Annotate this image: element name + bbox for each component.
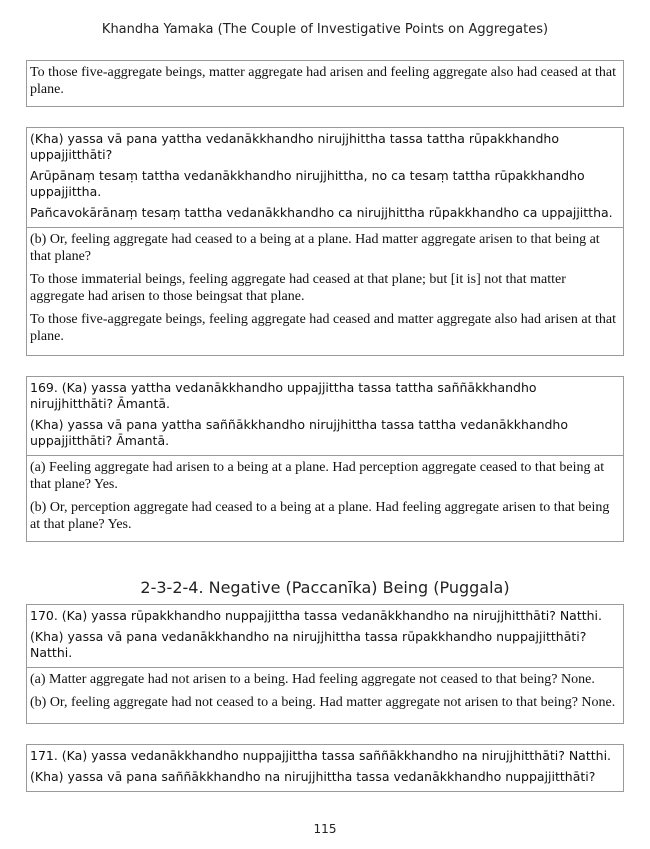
english-line: (b) Or, feeling aggregate had ceased to a being at a plane. Had matter aggregate arisen to that being at that plane? — [30, 232, 600, 264]
text-block-5 — [26, 744, 624, 792]
english-line: To those five-aggregate beings, feeling aggregate had ceased and matter aggregate also had arisen at that plane. — [30, 312, 616, 344]
pali-section — [27, 377, 623, 455]
text-block-4 — [26, 604, 624, 724]
pali-line: (Kha) yassa vā pana yattha vedanākkhandho nirujjhittha tassa tattha rūpakkhandho uppajjitthāti? — [30, 131, 559, 162]
pali-section — [27, 745, 623, 791]
english-line: To those immaterial beings, feeling aggregate had ceased at that plane; but [it is] not that matter aggregate had arisen to those beingsat that plane. — [30, 272, 566, 304]
pali-line: Pañcavokārānaṃ tesaṃ tattha vedanākkhandho ca nirujjhittha rūpakkhandho ca uppajjittha. — [30, 205, 613, 220]
pali-line: Arūpānaṃ tesaṃ tattha vedanākkhandho nirujjhittha, no ca tesaṃ tattha rūpakkhandho uppajjittha. — [30, 168, 585, 199]
english-line: (b) Or, perception aggregate had ceased to a being at a plane. Had feeling aggregate arisen to that being at that plane? Yes. — [30, 500, 610, 532]
english-line: (a) Feeling aggregate had arisen to a being at a plane. Had perception aggregate ceased to that being at that plane? Yes. — [30, 460, 605, 492]
english-section — [27, 667, 623, 718]
pali-section — [27, 128, 623, 227]
pali-line: (Kha) yassa vā pana vedanākkhandho na nirujjhittha tassa rūpakkhandho nuppajjitthāti? Natthi. — [30, 629, 587, 660]
text-block-3 — [26, 376, 624, 542]
pali-line: 171. (Ka) yassa vedanākkhandho nuppajjittha tassa saññākkhandho na nirujjhitthāti? Natthi. — [30, 748, 612, 763]
running-header: Khandha Yamaka (The Couple of Investigative Points on Aggregates) — [101, 22, 549, 37]
pali-section — [27, 605, 623, 667]
pali-line: 169. (Ka) yassa yattha vedanākkhandho uppajjittha tassa tattha saññākkhandho nirujjhitthāti? Āmantā. — [30, 380, 537, 411]
page-number: 115 — [313, 822, 337, 836]
english-section — [27, 455, 623, 540]
text-block-2 — [26, 127, 624, 356]
english-line: (b) Or, feeling aggregate had not ceased to a being. Had matter aggregate not arisen to that being? None. — [30, 695, 616, 710]
pali-line: (Kha) yassa vā pana saññākkhandho na nirujjhittha tassa vedanākkhandho nuppajjitthāti? — [30, 769, 596, 784]
pali-line: (Kha) yassa vā pana yattha saññākkhandho nirujjhittha tassa tattha vedanākkhandho uppajjitthāti? Āmantā. — [30, 417, 569, 448]
section-heading: 2-3-2-4. Negative (Paccanīka) Being (Puggala) — [140, 578, 510, 597]
text-block-1 — [26, 60, 624, 107]
english-line: (a) Matter aggregate had not arisen to a being. Had feeling aggregate not ceased to that being? None. — [30, 672, 595, 687]
pali-line: 170. (Ka) yassa rūpakkhandho nuppajjittha tassa vedanākkhandho na nirujjhitthāti? Natthi. — [30, 608, 602, 623]
english-section — [27, 227, 623, 352]
english-line: To those five-aggregate beings, matter aggregate had arisen and feeling aggregate also had ceased at that plane. — [30, 65, 616, 97]
